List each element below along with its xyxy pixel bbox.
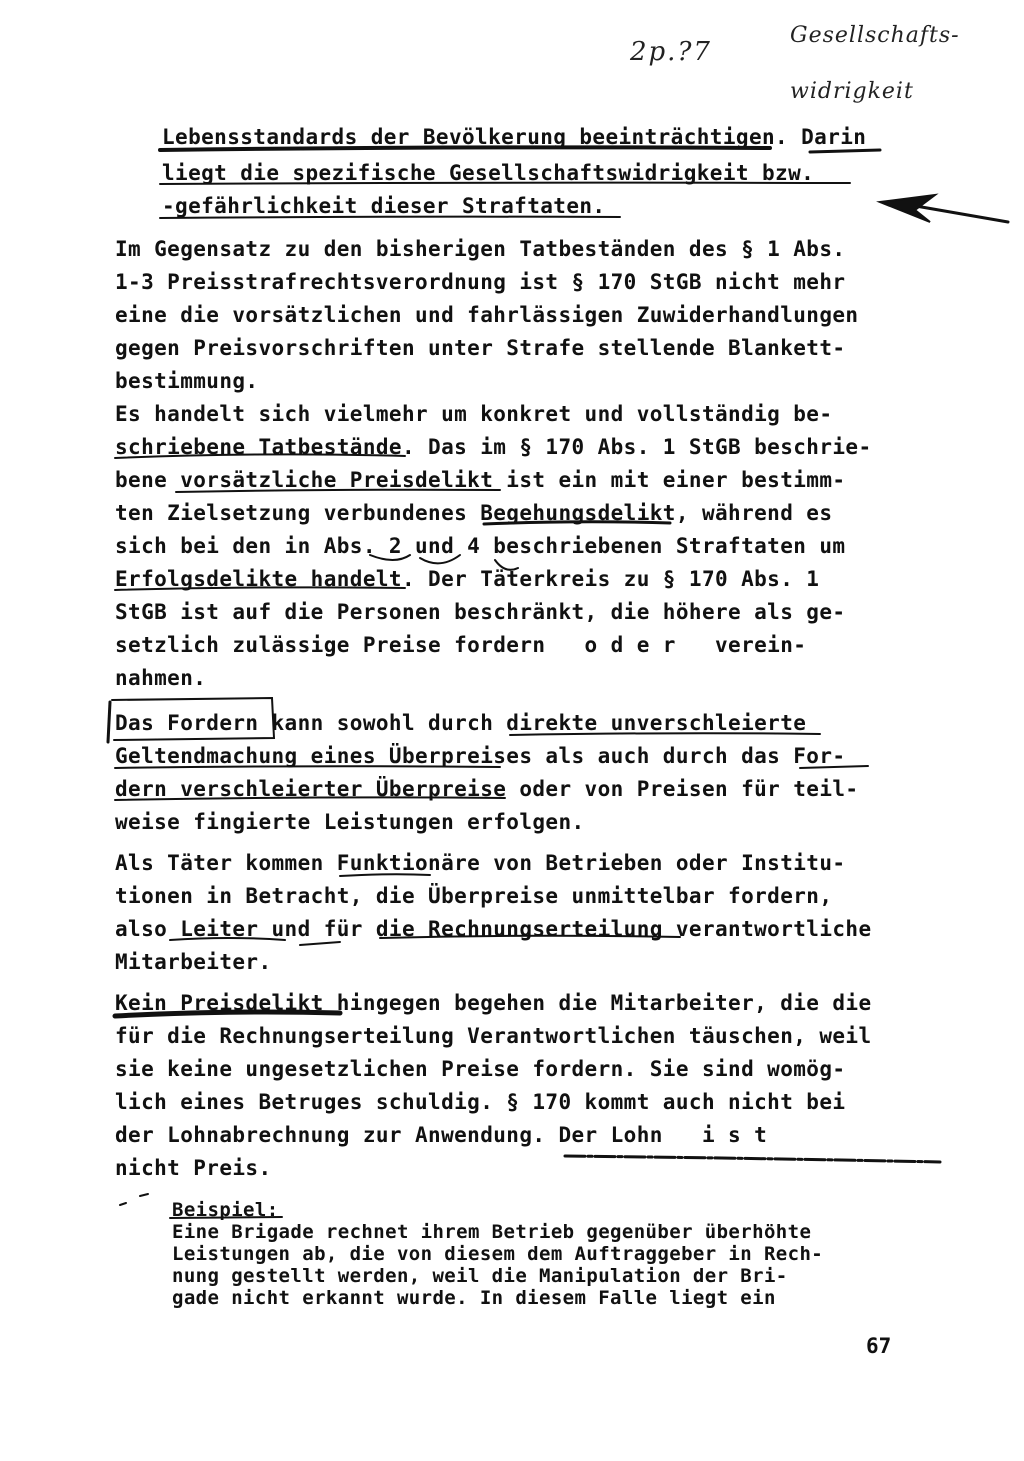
- underline-mark: [115, 587, 405, 590]
- tick-mark: [140, 1194, 148, 1196]
- curve-mark: [370, 555, 410, 560]
- underline-mark: [176, 490, 500, 492]
- text-line: liegt die spezifische Gesellschaftswidrigkeit bzw.: [162, 161, 815, 185]
- underline-mark: [510, 733, 820, 735]
- margin-note-line-2: widrigkeit: [790, 79, 914, 104]
- underline-mark: [115, 1012, 340, 1016]
- text-line: Im Gegensatz zu den bisherigen Tatbeständen des § 1 Abs.: [115, 237, 846, 261]
- text-line: für die Rechnungserteilung Verantwortlichen täuschen, weil: [115, 1024, 872, 1048]
- underline-mark: [115, 454, 405, 458]
- curve-mark: [495, 560, 518, 570]
- curve-mark: [420, 555, 460, 563]
- underline-mark: [565, 1156, 940, 1162]
- text-line: weise fingierte Leistungen erfolgen.: [115, 810, 585, 834]
- text-line: Als Täter kommen Funktionäre von Betrieben oder Institu-: [115, 851, 846, 875]
- text-line: nicht Preis.: [115, 1156, 272, 1180]
- text-line: Kein Preisdelikt hingegen begehen die Mitarbeiter, die die: [115, 991, 872, 1015]
- example-heading: Beispiel:: [172, 1199, 279, 1221]
- text-line: setzlich zulässige Preise fordern o d e r verein-: [115, 633, 807, 657]
- text-line: ten Zielsetzung verbundenes Begehungsdelikt, während es: [115, 501, 833, 525]
- text-line: nung gestellt werden, weil die Manipulation der Bri-: [172, 1265, 788, 1287]
- text-line: lich eines Betruges schuldig. § 170 kommt auch nicht bei: [115, 1090, 846, 1114]
- margin-note-line-1: Gesellschafts-: [790, 23, 960, 48]
- text-line: StGB ist auf die Personen beschränkt, die höhere als ge-: [115, 600, 846, 624]
- text-line: Eine Brigade rechnet ihrem Betrieb gegenüber überhöhte: [172, 1221, 812, 1243]
- text-line: Das Fordern kann sowohl durch direkte unverschleierte: [115, 711, 807, 735]
- underline-mark: [160, 217, 620, 218]
- underline-mark: [484, 522, 670, 524]
- bracket-mark: [108, 702, 110, 742]
- underline-mark: [115, 766, 500, 768]
- text-line: bene vorsätzliche Preisdelikt ist ein mit einer bestimm-: [115, 468, 846, 492]
- text-line: schriebene Tatbestände. Das im § 170 Abs. 1 StGB beschrie-: [115, 435, 872, 459]
- underline-mark: [300, 942, 340, 945]
- underline-mark: [380, 936, 680, 938]
- text-line: Geltendmachung eines Überpreises als auch durch das For-: [115, 744, 846, 768]
- text-line: Es handelt sich vielmehr um konkret und vollständig be-: [115, 402, 833, 426]
- text-line: gegen Preisvorschriften unter Strafe stellende Blankett-: [115, 336, 846, 360]
- text-line: dern verschleierter Überpreise oder von Preisen für teil-: [115, 777, 859, 801]
- page-number: 67: [866, 1334, 892, 1358]
- underline-mark: [160, 147, 770, 150]
- text-line: eine die vorsätzlichen und fahrlässigen Zuwiderhandlungen: [115, 303, 859, 327]
- text-line: gade nicht erkannt wurde. In diesem Falle liegt ein: [172, 1287, 776, 1309]
- underline-mark: [810, 150, 880, 152]
- underline-mark: [170, 938, 285, 940]
- margin-note-reference: 2p.?7: [630, 37, 712, 67]
- text-line: tionen in Betracht, die Überpreise unmittelbar fordern,: [115, 884, 833, 908]
- tick-mark: [120, 1203, 126, 1205]
- text-line: Erfolgsdelikte handelt. Der Täterkreis zu § 170 Abs. 1: [115, 567, 820, 591]
- underline-mark: [800, 766, 868, 768]
- underline-mark: [115, 797, 505, 800]
- text-line: bestimmung.: [115, 369, 259, 393]
- underline-mark: [340, 874, 430, 876]
- text-line: -gefährlichkeit dieser Straftaten.: [162, 194, 606, 218]
- text-line: nahmen.: [115, 666, 207, 690]
- text-line: sich bei den in Abs. 2 und 4 beschriebenen Straftaten um: [115, 534, 846, 558]
- text-line: sie keine ungesetzlichen Preise fordern. Sie sind womög-: [115, 1057, 846, 1081]
- text-line: also Leiter und für die Rechnungserteilung verantwortliche: [115, 917, 872, 941]
- text-line: Mitarbeiter.: [115, 950, 272, 974]
- text-line: 1-3 Preisstrafrechtsverordnung ist § 170 StGB nicht mehr: [115, 270, 846, 294]
- underline-mark: [170, 1217, 282, 1218]
- underline-mark: [160, 183, 850, 184]
- text-line: Lebensstandards der Bevölkerung beeinträchtigen. Darin: [162, 125, 867, 149]
- text-line: der Lohnabrechnung zur Anwendung. Der Lohn i s t: [115, 1123, 768, 1147]
- box-mark: [112, 698, 274, 740]
- text-line: Leistungen ab, die von diesem dem Auftraggeber in Rech-: [172, 1243, 824, 1265]
